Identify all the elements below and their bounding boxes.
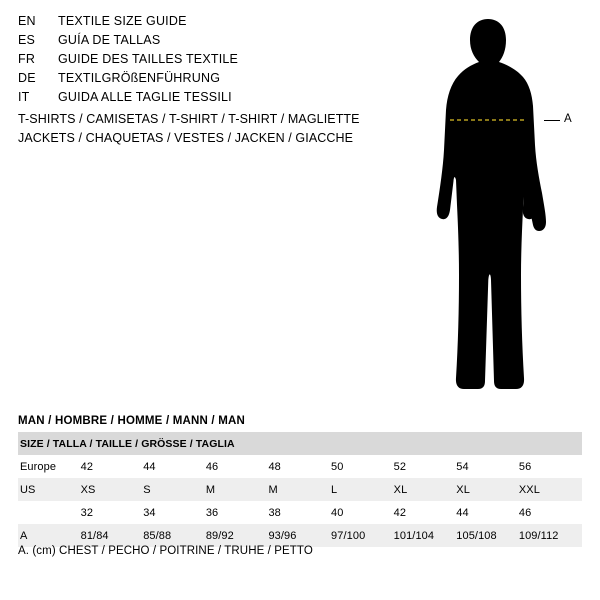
table-cell: 97/100 (331, 524, 394, 547)
size-table-area (18, 415, 582, 547)
row-label (18, 501, 81, 524)
table-cell: XXL (519, 478, 582, 501)
table-cell: 85/88 (143, 524, 206, 547)
figure-area (396, 10, 596, 410)
category-jackets: JACKETS / CHAQUETAS / VESTES / JACKEN / GIACCHE (18, 131, 354, 145)
measure-label-a: A (564, 113, 572, 125)
language-code: FR (18, 52, 36, 66)
table-cell: 93/96 (268, 524, 331, 547)
language-code: IT (18, 90, 30, 104)
table-cell: 81/84 (81, 524, 144, 547)
table-row (18, 524, 582, 547)
row-label: A (18, 524, 81, 547)
measure-leader-line (544, 120, 560, 121)
table-cell: 46 (206, 455, 269, 478)
language-title: GUIDA ALLE TAGLIE TESSILI (58, 90, 232, 104)
table-cell: 44 (456, 501, 519, 524)
row-label: Europe (18, 455, 81, 478)
table-cell: 44 (143, 455, 206, 478)
table-cell: 38 (268, 501, 331, 524)
row-label: US (18, 478, 81, 501)
table-cell: 42 (394, 501, 457, 524)
language-title: GUÍA DE TALLAS (58, 33, 161, 47)
table-cell: XL (394, 478, 457, 501)
category-tshirts: T-SHIRTS / CAMISETAS / T-SHIRT / T-SHIRT / MAGLIETTE (18, 112, 360, 126)
language-row (18, 14, 378, 33)
table-cell: 105/108 (456, 524, 519, 547)
language-row (18, 33, 378, 52)
language-title: TEXTILGRÖßENFÜHRUNG (58, 71, 221, 85)
table-cell: 52 (394, 455, 457, 478)
table-cell: 40 (331, 501, 394, 524)
language-code: DE (18, 71, 36, 85)
table-cell: M (268, 478, 331, 501)
table-row (18, 455, 582, 478)
language-row (18, 71, 378, 90)
table-cell: 32 (81, 501, 144, 524)
table-cell: 89/92 (206, 524, 269, 547)
size-table (18, 432, 582, 547)
language-row (18, 52, 378, 71)
table-row (18, 478, 582, 501)
table-cell: 48 (268, 455, 331, 478)
table-title: MAN / HOMBRE / HOMME / MANN / MAN (18, 415, 246, 427)
language-title: GUIDE DES TAILLES TEXTILE (58, 52, 239, 66)
footnote: A. (cm) CHEST / PECHO / POITRINE / TRUHE / PETTO (18, 545, 313, 557)
male-silhouette-icon (396, 10, 596, 410)
table-row (18, 432, 582, 455)
table-cell: XL (456, 478, 519, 501)
language-title: TEXTILE SIZE GUIDE (58, 14, 187, 28)
table-cell: 46 (519, 501, 582, 524)
table-cell: 36 (206, 501, 269, 524)
table-cell: XS (81, 478, 144, 501)
table-row (18, 501, 582, 524)
table-cell: 42 (81, 455, 144, 478)
table-cell: 34 (143, 501, 206, 524)
language-header-block (18, 14, 378, 109)
language-code: ES (18, 33, 36, 47)
table-cell: 56 (519, 455, 582, 478)
category-block (18, 110, 418, 148)
table-cell: 101/104 (394, 524, 457, 547)
table-cell: 54 (456, 455, 519, 478)
table-header-label: SIZE / TALLA / TAILLE / GRÖSSE / TAGLIA (18, 432, 582, 455)
table-cell: L (331, 478, 394, 501)
language-row (18, 90, 378, 109)
table-cell: M (206, 478, 269, 501)
table-cell: 109/112 (519, 524, 582, 547)
language-code: EN (18, 14, 36, 28)
table-cell: 50 (331, 455, 394, 478)
table-cell: S (143, 478, 206, 501)
